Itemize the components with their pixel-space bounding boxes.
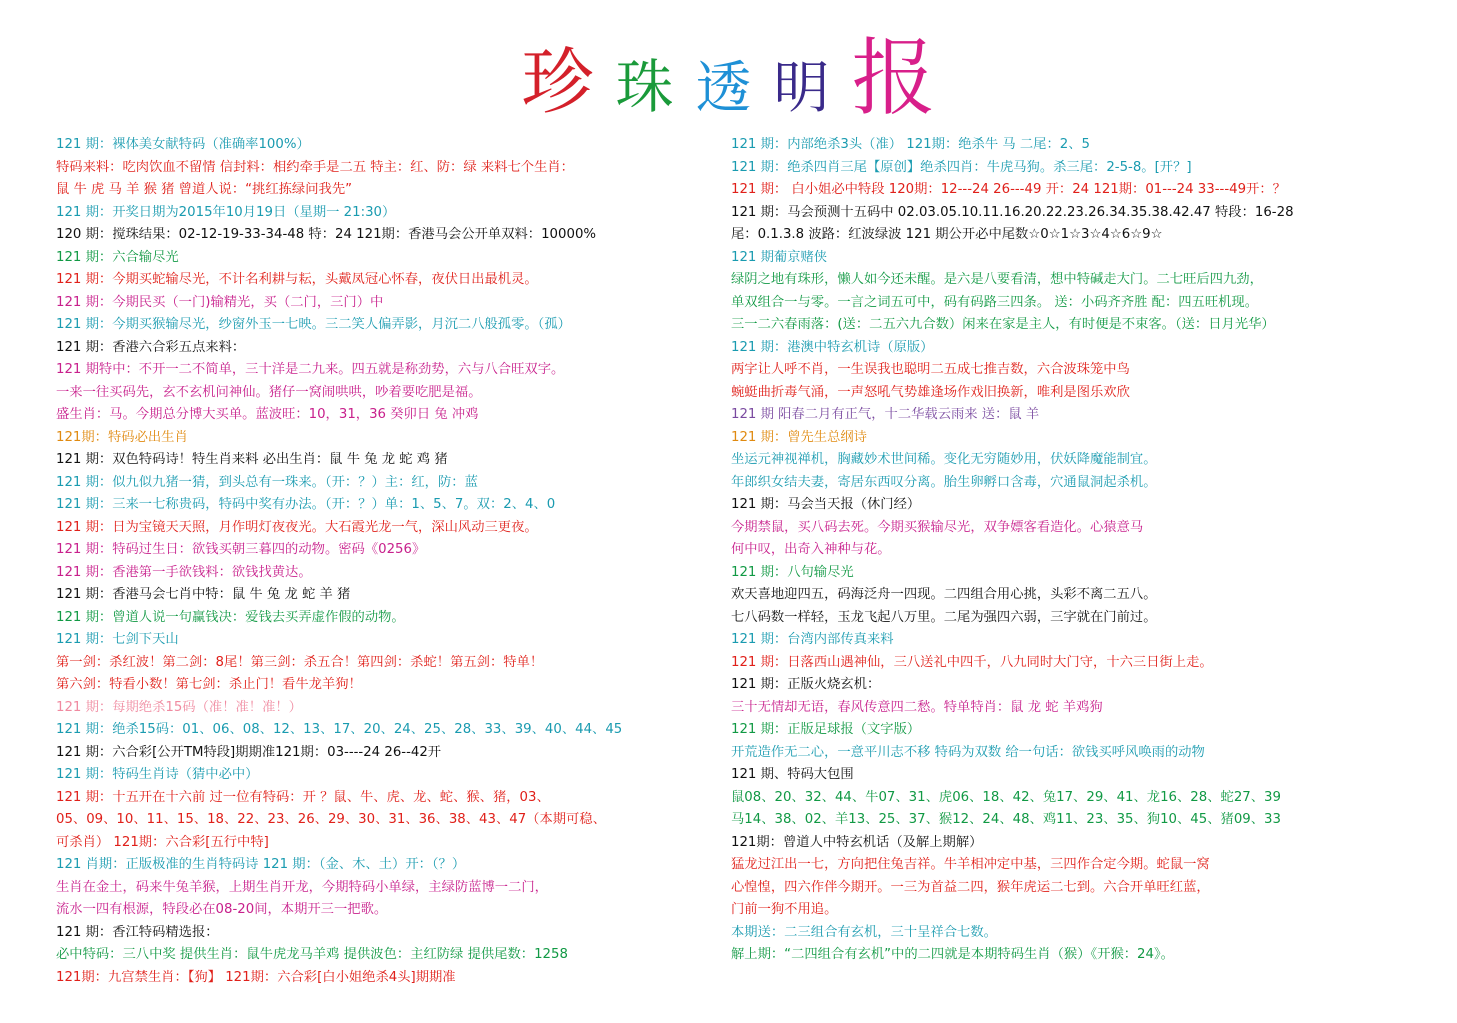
- left-line: 第一剑：杀红波！第二剑：8尾！第三剑：杀五合！第四剑：杀蛇！第五剑：特单！: [56, 654, 544, 670]
- masthead-title: [0, 28, 1457, 128]
- right-line: 121 期：正版足球报（文字版）: [731, 722, 921, 737]
- left-line: 流水一四有根源，特段必在08-20间，本期开三一把歌。: [56, 902, 388, 917]
- right-line: 鼠08、20、32、44、牛07、31、虎06、18、42、兔17、29、41、龙16、28、蛇27、39: [731, 789, 1281, 805]
- left-line: 盛生肖：马。今期总分博大买单。蓝波旺：10，31，36 癸卯日 兔 冲鸡: [56, 407, 479, 422]
- right-line: 121 期：绝杀四肖三尾【原创】绝杀四肖：牛虎马狗。杀三尾：2-5-8。[开？]: [731, 159, 1192, 175]
- right-line: 门前一狗不用追。: [731, 902, 838, 917]
- right-line: 121期：曾道人中特玄机话（及解上期解）: [731, 834, 983, 850]
- right-line: 猛龙过江出一七，方向把住兔吉祥。牛羊相冲定中基，三四作合定今期。蛇鼠一窝: [731, 857, 1210, 872]
- right-line: 三一二六春雨落：(送：二五六九合数）闲来在家是主人，有时便是不束客。（送：日月光华）: [731, 317, 1275, 332]
- right-column: [731, 134, 1431, 967]
- left-line: 生肖在金土，码来牛兔羊猴，上期生肖开龙，今期特码小单绿，主绿防蓝博一二门，: [56, 879, 548, 895]
- right-line: 单双组合一与零。一言之词五可中，码有码路三四条。 送：小码齐齐胜 配：四五旺机现。: [731, 294, 1259, 310]
- right-line: 121 期：台湾内部传真来料: [731, 632, 894, 647]
- left-line: 鼠 牛 虎 马 羊 猴 猪 曾道人说：“挑红拣绿问我先”: [56, 182, 353, 197]
- right-line: 欢天喜地迎四五，码海泛舟一四现。二四组合用心挑，头彩不离二五八。: [731, 587, 1157, 602]
- left-line: 121 期：今期买蛇输尽光，不计名利耕与耘，头戴凤冠心怀春，夜伏日出最机灵。: [56, 272, 538, 287]
- left-line: 121 期：十五开在十六前 过一位有特码：开 ？鼠、牛、虎、龙、蛇、猴、猪，03、: [56, 789, 550, 805]
- left-line: 特码来料：吃肉饮血不留情 信封料：相约牵手是二五 特主：红、防：绿 来料七个生肖：: [56, 159, 574, 175]
- right-line: 马14、38、02、羊13、25、37、猴12、24、48、鸡11、23、35、狗10、45、猪09、33: [731, 812, 1281, 827]
- right-line: 七八码数一样轻，玉龙飞起八万里。二尾为强四六弱，三字就在门前过。: [731, 609, 1157, 625]
- title-char-2: 珠: [615, 53, 674, 121]
- left-line: 121期：九宫禁生肖：【狗】 121期：六合彩[白小姐绝杀4头]期期准: [56, 969, 456, 985]
- right-line: 解上期：“二四组合有玄机”中的二四就是本期特码生肖（猴）《开猴：24》。: [731, 947, 1174, 962]
- left-line: 121 期：曾道人说一句赢钱决：爱钱去买弄虚作假的动物。: [56, 609, 405, 625]
- right-line: 坐运元神视禅机，胸藏妙术世间稀。变化无穷随妙用，伏妖降魔能制宜。: [731, 452, 1157, 467]
- left-line: 121 期：似九似九猪一猜，到头总有一珠来。（开：？）主：红，防：蓝: [56, 474, 478, 490]
- right-line: 年郎织女结夫妻，寄居东西叹分离。胎生卵孵口含毒，穴通鼠洞起杀机。: [731, 474, 1157, 490]
- left-line: 121 期：裸体美女献特码（准确率100%）: [56, 137, 310, 152]
- left-column: [56, 134, 736, 989]
- right-line: 121 期：港澳中特玄机诗（原版）: [731, 339, 934, 355]
- left-line: 121 期：日为宝镜天天照，月作明灯夜夜光。大石霞光龙一气，深山风动三更夜。: [56, 519, 538, 535]
- right-line: 尾：0.1.3.8 波路：红波绿波 121 期公开必中尾数☆0☆1☆3☆4☆6☆9☆: [731, 227, 1163, 242]
- right-line: 121 期：八句输尽光: [731, 564, 854, 580]
- left-line: 可杀肖） 121期：六合彩[五行中特]: [56, 834, 269, 850]
- left-line: 121期：特码必出生肖: [56, 429, 188, 445]
- left-line: 121 期：三来一七称贵码，特码中奖有办法。（开：？）单：1、5、7。双：2、4、0: [56, 497, 556, 512]
- left-line: 121 期：六合输尽光: [56, 249, 179, 265]
- right-line: 121 期：日落西山遇神仙，三八送礼中四千，八九同时大门守，十六三日街上走。: [731, 654, 1213, 670]
- left-line: 121 期：七剑下天山: [56, 632, 179, 647]
- right-line: 121 期葡京赌侠: [731, 249, 828, 265]
- left-line: 第六剑：特看小数！第七剑：杀止门！看牛龙羊狗！: [56, 677, 362, 692]
- left-line: 121 期：今期民买（一门)输精光，买（二门，三门）中: [56, 294, 384, 310]
- left-line: 121 期：香港六合彩五点来料：: [56, 339, 246, 355]
- right-line: 三十无情却无语，春风传意四二愁。特单特肖：鼠 龙 蛇 羊鸡狗: [731, 699, 1103, 715]
- left-line: 一来一往买码先，玄不玄机问神仙。猪仔一窝闹哄哄，吵着要吃肥是福。: [56, 384, 482, 400]
- left-line: 121 期：开奖日期为2015年10月19日（星期一 21:30）: [56, 204, 396, 220]
- right-line: 何中叹，出奇入神种与花。: [731, 542, 891, 557]
- right-line: 两字让人呼不肖，一生误我也聪明二五成七推吉数，六合波珠笼中鸟: [731, 362, 1130, 377]
- right-line: 121 期 阳春二月有正气，十二华载云雨来 送：鼠 羊: [731, 407, 1040, 422]
- title-char-5: 报: [851, 29, 936, 127]
- right-line: 121 期：曾先生总纲诗: [731, 429, 867, 445]
- right-line: 121 期、特码大包围: [731, 767, 854, 782]
- left-line: 必中特码：三八中奖 提供生肖：鼠牛虎龙马羊鸡 提供波色：主红防绿 提供尾数：1258: [56, 947, 568, 962]
- left-line: 121 期：特码生肖诗（猜中必中）: [56, 767, 259, 782]
- right-line: 心惶惶，四六作伴今期开。一三为首益二四，猴年虎运二七到。六合开单旺红蓝，: [731, 879, 1210, 895]
- right-line: 本期送：二三组合有玄机，三十呈祥合七数。: [731, 924, 997, 940]
- left-line: 121 期：每期绝杀15码（准！准！准！）: [56, 699, 302, 715]
- left-line: 121 肖期：正版极准的生肖特码诗 121 期：（金、木、土）开：（？）: [56, 857, 466, 872]
- title-char-3: 透: [695, 56, 752, 121]
- left-line: 121 期：特码过生日：欲钱买朝三暮四的动物。密码《0256》: [56, 542, 426, 557]
- left-line: 121 期：香港第一手欲钱料：欲钱找黄达。: [56, 564, 312, 580]
- right-line: 121 期：内部绝杀3头（准） 121期：绝杀牛 马 二尾：2、5: [731, 137, 1090, 152]
- left-line: 121 期特中：不开一二不简单，三十洋是二九来。四五就是称劲势，六与八合旺双字。: [56, 362, 565, 377]
- right-line: 121 期：马会预测十五码中 02.03.05.10.11.16.20.22.23.26.34.35.38.42.47 特段：16-28: [731, 204, 1294, 220]
- right-line: 绿阴之地有珠形，懒人如今还未醒。是六是八要看清，想中特碱走大门。二七旺后四九劲，: [731, 272, 1263, 287]
- left-line: 121 期：双色特码诗！特生肖来料 必出生肖：鼠 牛 兔 龙 蛇 鸡 猪: [56, 452, 448, 467]
- title-char-1: 珍: [521, 40, 594, 124]
- title-char-4: 明: [773, 56, 830, 121]
- right-line: 121 期： 白小姐必中特段 120期：12---24 26---49 开：24 121期：01---24 33---49开：？: [731, 182, 1286, 197]
- left-line: 121 期：今期买猴输尽光，纱窗外玉一七映。三二笑人偏弄影，月沉二八般孤零。（孤）: [56, 317, 571, 332]
- left-line: 121 期：绝杀15码：01、06、08、12、13、17、20、24、25、28、33、39、40、44、45: [56, 722, 623, 737]
- right-line: 蜿蜓曲折毒气涌，一声怒吼气势雄逢场作戏旧换新，唯利是图乐欢欣: [731, 384, 1130, 400]
- left-line: 121 期：六合彩[公开TM特段]期期准121期：03----24 26--42开: [56, 744, 442, 760]
- left-line: 120 期：搅珠结果：02-12-19-33-34-48 特：24 121期：香港马会公开单双料：10000%: [56, 227, 597, 242]
- left-line: 05、09、10、11、15、18、22、23、26、29、30、31、36、38、43、47（本期可稳、: [56, 812, 606, 827]
- right-line: 今期禁鼠，买八码去死。今期买猴输尽光，双争嫖客看造化。心猿意马: [731, 519, 1144, 535]
- right-line: 121 期：正版火烧玄机：: [731, 677, 881, 692]
- left-line: 121 期：香江特码精选报：: [56, 924, 219, 940]
- right-line: 121 期：马会当天报（休门经）: [731, 497, 921, 512]
- right-line: 开荒造作无二心，一意平川志不移 特码为双数 给一句话：欲钱买呼风唤雨的动物: [731, 744, 1205, 760]
- left-line: 121 期：香港马会七肖中特：鼠 牛 兔 龙 蛇 羊 猪: [56, 587, 351, 602]
